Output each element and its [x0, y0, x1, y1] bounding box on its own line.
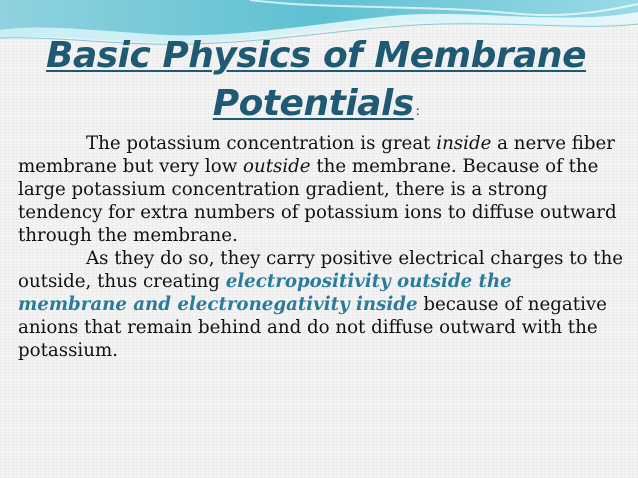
paragraph-2-part-2: because of negative anions that remain behind and do not diffuse outward with the potassium. — [18, 294, 607, 361]
paragraph-2-part-1: As they do so, they carry positive electrical charges to the outside, thus creating — [18, 248, 624, 292]
paragraph-1-emphasis-inside: inside — [436, 133, 492, 154]
paragraph-2 — [18, 247, 624, 362]
title-line-2: Potentials — [212, 83, 414, 124]
paragraph-1-emphasis-outside: outside — [243, 156, 311, 177]
paragraph-1-part-3: the membrane. Because of the large potassium concentration gradient, there is a strong tendency for extra numbers of potassium ions to diffuse outward through the membrane. — [18, 156, 617, 246]
title-line-1: Basic Physics of Membrane — [46, 35, 586, 76]
paragraph-1-part-2: a nerve fiber membrane but very low — [18, 133, 615, 177]
page-title — [18, 32, 614, 135]
paragraph-1-part-1: The potassium concentration is great — [86, 133, 437, 154]
body-text — [18, 132, 624, 362]
title-colon: : — [415, 104, 420, 118]
paragraph-1 — [18, 132, 624, 247]
paragraph-2-highlight: electropositivity outside the membrane and electronegativity inside — [18, 271, 512, 315]
